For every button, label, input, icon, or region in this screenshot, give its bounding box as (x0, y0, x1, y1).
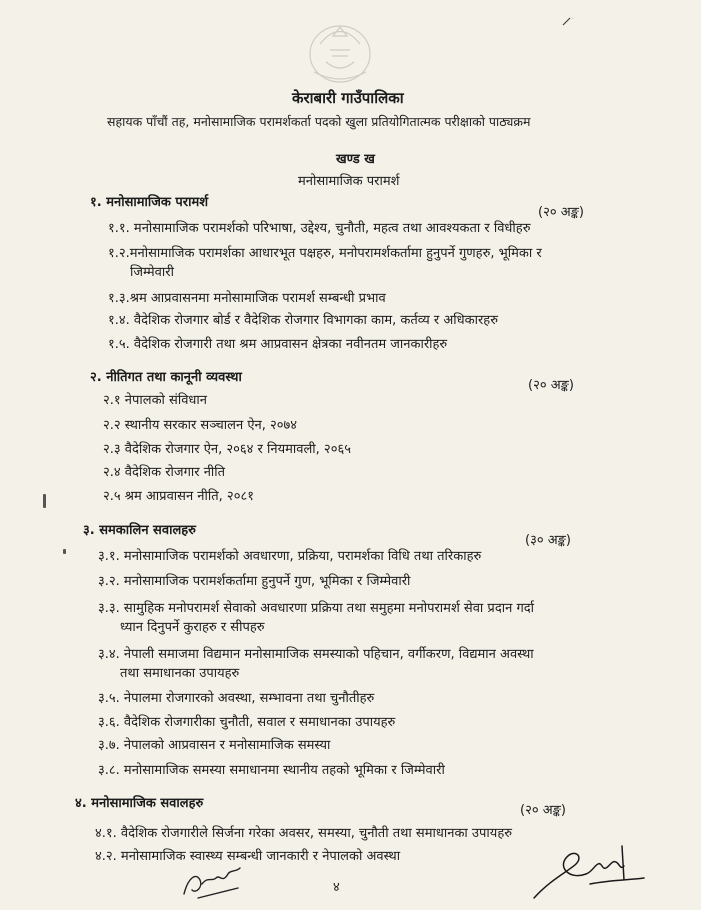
list-item: २.१ नेपालको संविधान (103, 393, 208, 408)
scan-speck (63, 549, 66, 554)
section-marks: (२० अङ्क) (520, 803, 566, 818)
section-label: खण्ड ख (336, 152, 375, 167)
section-title: मनोसामाजिक परामर्श (298, 174, 400, 189)
list-item: ४.२. मनोसामाजिक स्वास्थ्य सम्बन्धी जानकारी र नेपालको अवस्था (95, 849, 401, 864)
list-item: २.२ स्थानीय सरकार सञ्चालन ऐन, २०७४ (103, 418, 298, 433)
list-item: ३.८. मनोसामाजिक समस्या समाधानमा स्थानीय तहको भूमिका र जिम्मेवारी (98, 763, 445, 778)
list-item: ३.७. नेपालको आप्रवासन र मनोसामाजिक समस्या (98, 738, 331, 753)
list-item: १.१. मनोसामाजिक परामर्शको परिभाषा, उद्देश्य, चुनौती, महत्व तथा आवश्यकता र विधीहरु (108, 221, 531, 236)
list-item: ३.२. मनोसामाजिक परामर्शकर्तामा हुनुपर्ने गुण, भूमिका र जिम्मेवारी (98, 574, 411, 589)
office-title: केराबारी गाउँपालिका (292, 89, 404, 107)
section-marks: (२० अङ्क) (538, 205, 584, 220)
signature-right-icon (530, 840, 648, 904)
list-item: १.२.मनोसामाजिक परामर्शका आधारभूत पक्षहरु, मनोपरामर्शकर्तामा हुनुपर्ने गुणहरु, भूमिका र (108, 246, 542, 261)
list-item: ३.६. वैदेशिक रोजगारीका चुनौती, सवाल र समाधानका उपायहरु (98, 715, 396, 730)
section-marks: (३० अङ्क) (525, 533, 571, 548)
list-item: तथा समाधानका उपायहरु (120, 666, 240, 681)
list-item: ध्यान दिनुपर्ने कुराहरु र सीपहरु (120, 620, 265, 635)
list-item: ३.४. नेपाली समाजमा विद्यमान मनोसामाजिक समस्याको पहिचान, वर्गीकरण, विद्यमान अवस्था (98, 647, 534, 662)
section-heading: ३. समकालिन सवालहरु (83, 523, 196, 538)
scan-speck (43, 494, 46, 508)
municipality-emblem-icon (300, 14, 380, 90)
signature-left-icon (178, 860, 248, 902)
list-item: १.३.श्रम आप्रवासनमा मनोसामाजिक परामर्श सम्बन्धी प्रभाव (108, 291, 386, 306)
list-item: १.४. वैदेशिक रोजगार बोर्ड र वैदेशिक रोजगार विभागका काम, कर्तव्य र अधिकारहरु (108, 313, 498, 328)
section-marks: (२० अङ्क) (528, 378, 574, 393)
list-item: ४.१. वैदेशिक रोजगारीले सिर्जना गरेका अवसर, समस्या, चुनौती तथा समाधानका उपायहरु (95, 826, 513, 841)
list-item: २.५ श्रम आप्रवासन नीति, २०८१ (103, 489, 254, 504)
section-heading: १. मनोसामाजिक परामर्श (90, 195, 209, 210)
list-item: १.५. वैदेशिक रोजगारी तथा श्रम आप्रवासन क्षेत्रका नवीनतम जानकारीहरु (108, 337, 448, 352)
list-item: ३.३. सामुहिक मनोपरामर्श सेवाको अवधारणा प्रक्रिया तथा समुहमा मनोपरामर्श सेवा प्रदान गर्दा (98, 601, 535, 616)
list-item: २.३ वैदेशिक रोजगार ऐन, २०६४ र नियमावली, २०६५ (103, 442, 351, 457)
list-item: २.४ वैदेशिक रोजगार नीति (103, 465, 226, 480)
section-heading: २. नीतिगत तथा कानूनी व्यवस्था (90, 370, 242, 385)
scan-mark-icon (560, 14, 574, 28)
syllabus-subtitle: सहायक पाँचौं तह, मनोसामाजिक परामर्शकर्ता पदको खुला प्रतियोगितात्मक परीक्षाको पाठ्यक्रम (107, 114, 531, 129)
page-number: ४ (333, 880, 340, 895)
list-item: जिम्मेवारी (130, 265, 174, 280)
section-heading: ४. मनोसामाजिक सवालहरु (75, 796, 204, 811)
list-item: ३.५. नेपालमा रोजगारको अवस्था, सम्भावना तथा चुनौतीहरु (98, 691, 375, 706)
list-item: ३.१. मनोसामाजिक परामर्शको अवधारणा, प्रक्रिया, परामर्शका विधि तथा तरिकाहरु (98, 549, 482, 564)
